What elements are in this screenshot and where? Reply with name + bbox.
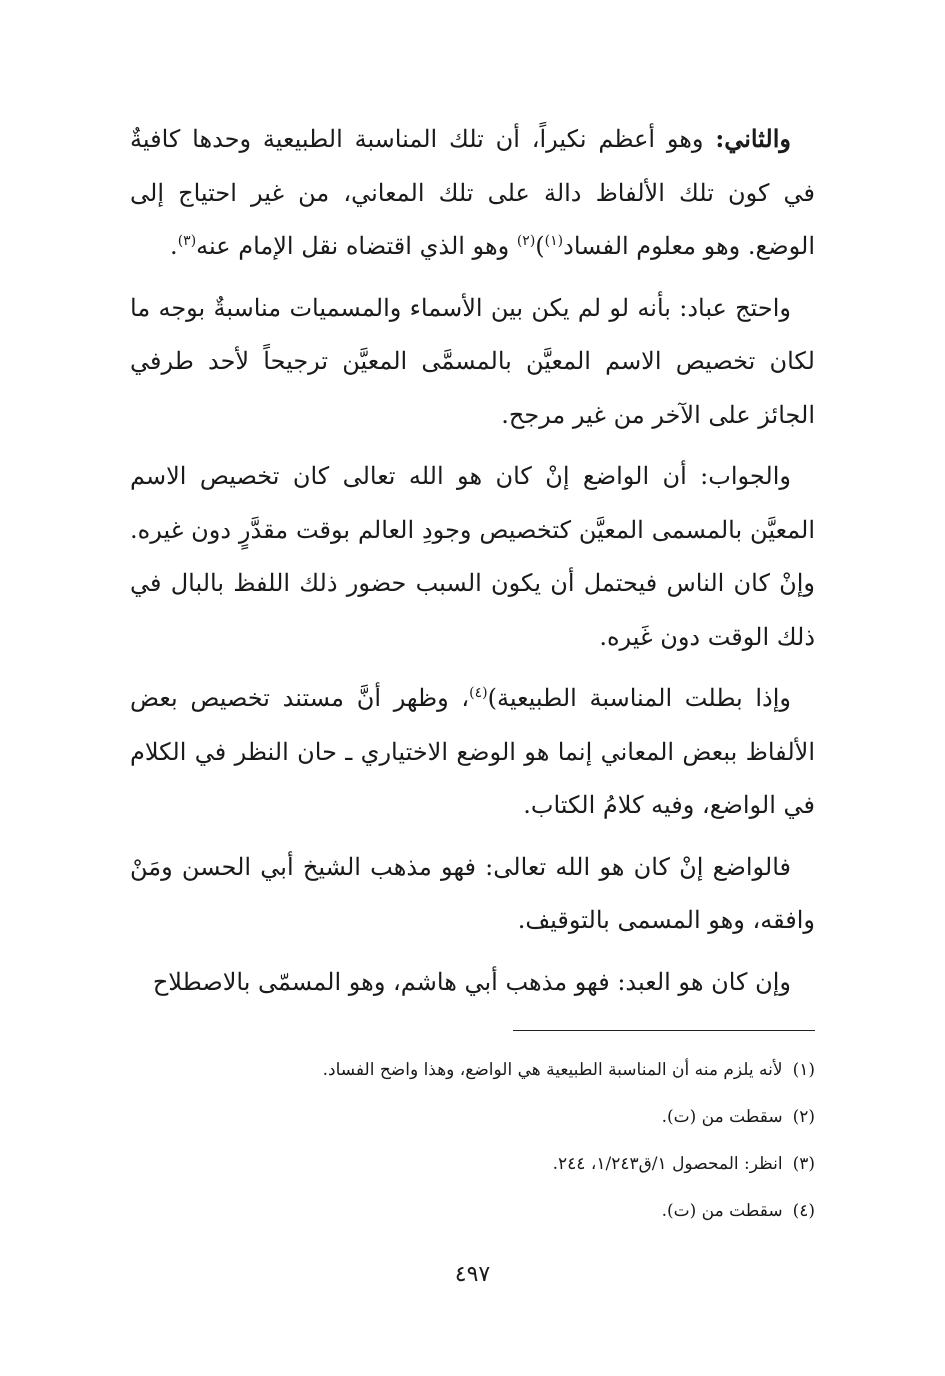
paragraph-2: واحتج عباد: بأنه لو لم يكن بين الأسماء والمسميات مناسبةٌ بوجه ما لكان تخصيص الاسم المعيَّن بالمسمَّى المعيَّن ترجيحاً لأحد طرفي الجائز على الآخر من غير مرجح. — [130, 293, 815, 429]
footnote-ref-1[interactable]: (١) — [544, 233, 564, 249]
paragraph-text: ) — [535, 232, 545, 260]
paragraph-3: والجواب: أن الواضع إنْ كان هو الله تعالى كان تخصيص الاسم المعيَّن بالمسمى المعيَّن كتخصيص وجودِ العالم بوقت مقدَّرٍ دون غيره. وإنْ كان الناس فيحتمل أن يكون السبب حضور ذلك اللفظ بالبال في ذلك الوقت دون غَيره. — [130, 462, 815, 651]
paragraph-text: وهو أعظم نكيراً، أن تلك المناسبة الطبيعية وحدها كافيةٌ في كون تلك الألفاظ دالة على تلك المعاني، من غير احتياج إلى الوضع. وهو معلوم الفساد — [130, 125, 815, 260]
footnote-3 — [130, 1141, 815, 1188]
paragraph-5: فالواضع إنْ كان هو الله تعالى: فهو مذهب الشيخ أبي الحسن ومَنْ وافقه، وهو المسمى بالتوقيف. — [130, 852, 815, 934]
footnote-4 — [130, 1188, 815, 1235]
page-number: ٤٩٧ — [454, 1262, 491, 1287]
footnote-text: لأنه يلزم منه أن المناسبة الطبيعية هي الواضع، وهذا واضح الفساد. — [322, 1060, 783, 1080]
paragraph-text: وإذا بطلت المناسبة الطبيعية) — [487, 684, 791, 712]
paragraph-text: ، وظهر أنَّ مستند تخصيص بعض الألفاظ ببعض المعاني إنما هو الوضع الاختياري ـ حان النظر في الكلام في الواضع، وفيه كلامُ الكتاب. — [130, 684, 815, 819]
paragraph-4 — [130, 672, 815, 833]
footnote-divider — [513, 1030, 815, 1031]
main-text — [130, 112, 815, 1017]
footnote-text: سقطت من (ت). — [661, 1107, 783, 1127]
paragraph-text: وهو الذي اقتضاه نقل الإمام عنه — [196, 232, 517, 260]
footnote-number: (٣) — [792, 1154, 815, 1174]
paragraph-lead: والثاني: — [715, 124, 791, 153]
footnote-2 — [130, 1094, 815, 1141]
footnote-number: (٢) — [792, 1107, 815, 1127]
footnote-number: (٤) — [792, 1201, 815, 1221]
paragraph-6: وإن كان هو العبد: فهو مذهب أبي هاشم، وهو المسمّى بالاصطلاح — [152, 967, 791, 996]
footnote-number: (١) — [792, 1060, 815, 1080]
footnote-text: انظر: المحصول ١/ق١/٢٤٣، ٢٤٤. — [552, 1154, 783, 1174]
paragraph-text: . — [170, 232, 178, 260]
footnote-ref-3[interactable]: (٣) — [177, 233, 197, 249]
paragraph-1 — [130, 112, 815, 274]
footnote-ref-2[interactable]: (٢) — [516, 233, 536, 249]
footnote-ref-4[interactable]: (٤) — [469, 685, 488, 701]
footnote-text: سقطت من (ت). — [661, 1201, 783, 1221]
footnotes — [130, 1047, 815, 1235]
footnote-1 — [130, 1047, 815, 1094]
